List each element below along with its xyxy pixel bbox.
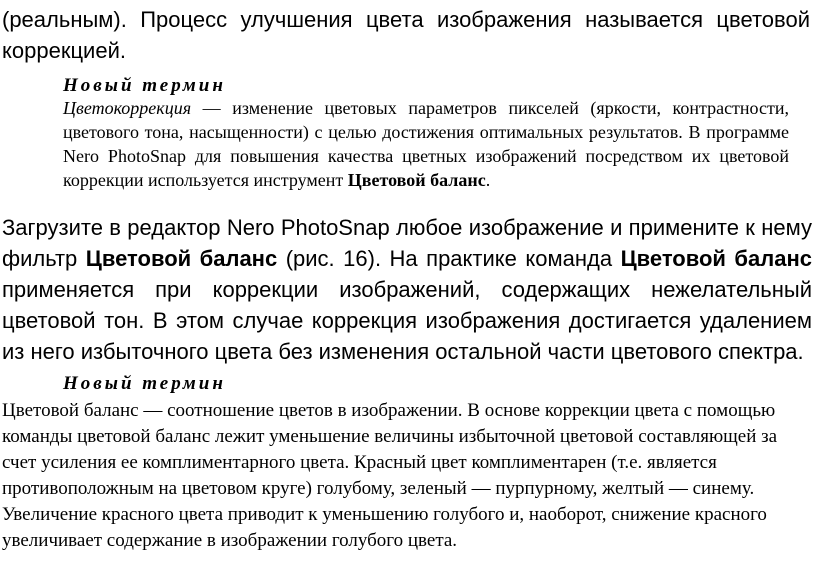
- term-definition-color-balance: Цветовой баланс — соотношение цветов в изображении. В основе коррекции цвета с помощью команды цветовой баланс лежит уменьшение величины избыточной цветовой составляющей за счет усиления ее комплиментарного цвета. Красный цвет комплиментарен (т.е. является противоположным на цветовом круге) голубому, зеленый — пурпурному, желтый — синему. Увеличение красного цвета приводит к уменьшению голубого и, наоборот, снижение красного увеличивает содержание в изображении голубого цвета.: [2, 400, 778, 551]
- instruction-text-1: Загрузите в редактор Nero PhotoSnap любое изображение и примените к нему фильтр: [2, 215, 812, 271]
- intro-text: (реальным). Процесс улучшения цвета изображения называется цветовой коррекцией.: [2, 7, 810, 63]
- term-definition-text: — изменение цветовых параметров пикселей (яркости, контрастности, цветового тона, насыщенности) с целью достижения оптимальных результатов. В программе Nero PhotoSnap для повышения качества цветных изображений посредством их цветовой коррекции используется инструмент: [63, 98, 789, 190]
- tool-name: Цветовой баланс: [347, 170, 486, 190]
- term-definition-end: .: [485, 170, 491, 190]
- instruction-paragraph: [2, 212, 812, 367]
- intro-paragraph: [2, 4, 810, 66]
- instruction-text-2: (рис. 16). На практике команда: [277, 246, 621, 271]
- new-term-heading: Новый термин: [63, 75, 226, 96]
- term-definition-color-correction: [63, 96, 789, 192]
- term-name: Цветокоррекция: [63, 98, 192, 118]
- new-term-heading-2: Новый термин: [63, 373, 226, 394]
- command-name: Цветовой баланс: [620, 246, 812, 271]
- instruction-text-3: применяется при коррекции изображений, содержащих нежелательный цветовой тон. В этом случае коррекция изображения достигается удалением из него избыточного цвета без изменения остальной части цветового спектра.: [2, 277, 812, 364]
- filter-name: Цветовой баланс: [85, 246, 278, 271]
